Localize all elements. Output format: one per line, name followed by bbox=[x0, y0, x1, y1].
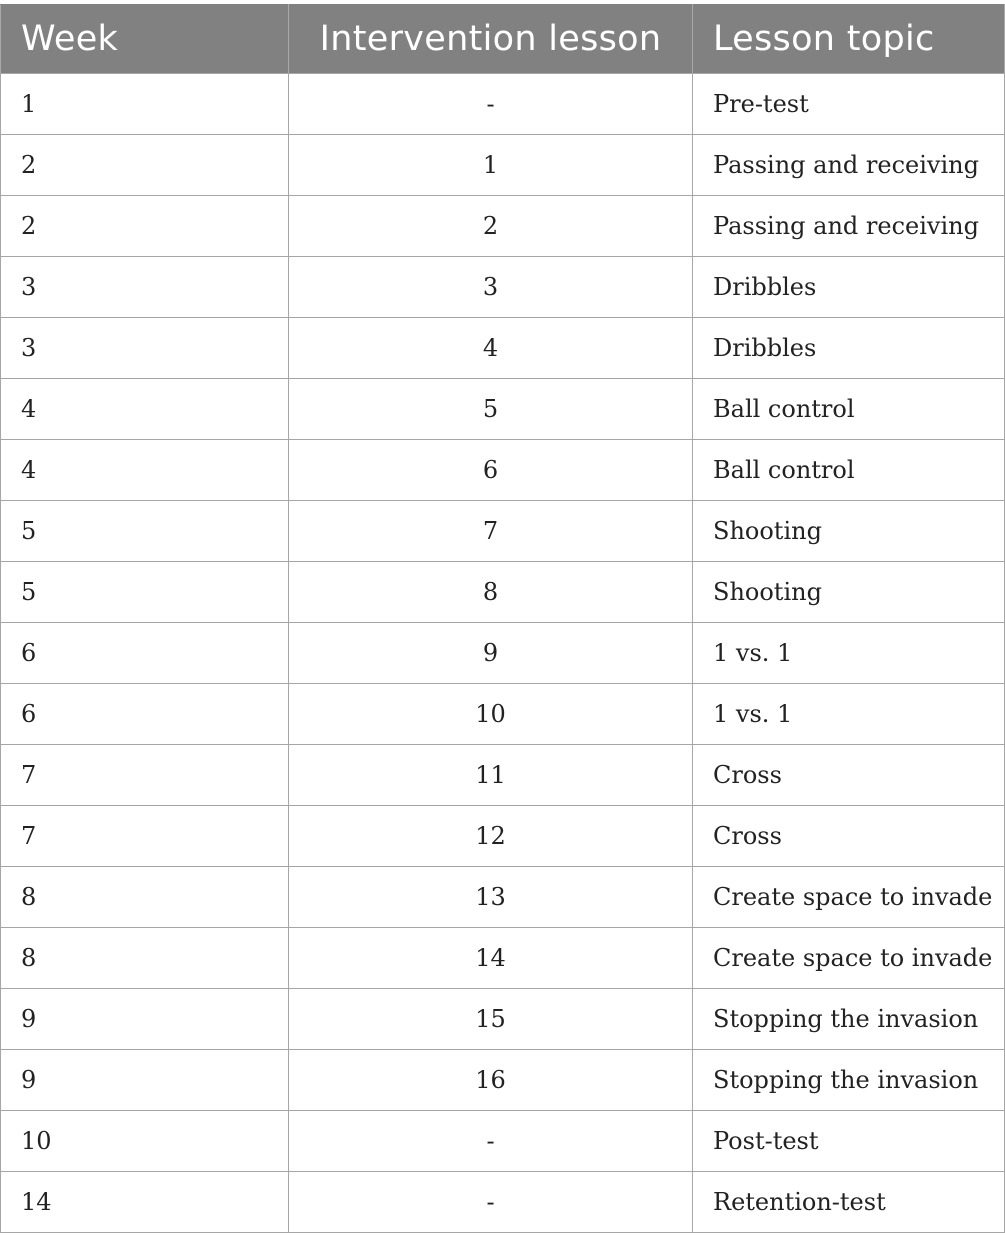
cell-intervention-lesson: - bbox=[289, 1111, 693, 1172]
cell-intervention-lesson: 15 bbox=[289, 989, 693, 1050]
cell-lesson-topic: 1 vs. 1 bbox=[693, 623, 1005, 684]
cell-week: 9 bbox=[1, 989, 289, 1050]
table-row bbox=[1, 623, 1005, 684]
cell-intervention-lesson: 11 bbox=[289, 745, 693, 806]
header-week: Week bbox=[1, 5, 289, 74]
cell-intervention-lesson: 14 bbox=[289, 928, 693, 989]
table-row bbox=[1, 440, 1005, 501]
cell-week: 6 bbox=[1, 623, 289, 684]
cell-intervention-lesson: 10 bbox=[289, 684, 693, 745]
cell-lesson-topic: Cross bbox=[693, 745, 1005, 806]
cell-intervention-lesson: 8 bbox=[289, 562, 693, 623]
table-row bbox=[1, 745, 1005, 806]
cell-intervention-lesson: 1 bbox=[289, 135, 693, 196]
cell-lesson-topic: Retention-test bbox=[693, 1172, 1005, 1233]
table-row bbox=[1, 1111, 1005, 1172]
cell-lesson-topic: Ball control bbox=[693, 379, 1005, 440]
cell-week: 1 bbox=[1, 74, 289, 135]
cell-lesson-topic: Cross bbox=[693, 806, 1005, 867]
cell-week: 9 bbox=[1, 1050, 289, 1111]
cell-lesson-topic: Create space to invade bbox=[693, 928, 1005, 989]
table-row bbox=[1, 684, 1005, 745]
header-lesson-topic: Lesson topic bbox=[693, 5, 1005, 74]
cell-lesson-topic: 1 vs. 1 bbox=[693, 684, 1005, 745]
cell-lesson-topic: Post-test bbox=[693, 1111, 1005, 1172]
cell-intervention-lesson: 9 bbox=[289, 623, 693, 684]
cell-week: 2 bbox=[1, 196, 289, 257]
table-row bbox=[1, 135, 1005, 196]
cell-lesson-topic: Dribbles bbox=[693, 257, 1005, 318]
cell-intervention-lesson: 7 bbox=[289, 501, 693, 562]
cell-lesson-topic: Create space to invade bbox=[693, 867, 1005, 928]
cell-week: 4 bbox=[1, 379, 289, 440]
cell-lesson-topic: Ball control bbox=[693, 440, 1005, 501]
cell-intervention-lesson: 3 bbox=[289, 257, 693, 318]
cell-week: 7 bbox=[1, 806, 289, 867]
table-row bbox=[1, 1172, 1005, 1233]
cell-week: 3 bbox=[1, 257, 289, 318]
cell-week: 5 bbox=[1, 562, 289, 623]
cell-week: 14 bbox=[1, 1172, 289, 1233]
cell-week: 7 bbox=[1, 745, 289, 806]
cell-lesson-topic: Pre-test bbox=[693, 74, 1005, 135]
cell-week: 8 bbox=[1, 867, 289, 928]
cell-intervention-lesson: 13 bbox=[289, 867, 693, 928]
cell-intervention-lesson: 6 bbox=[289, 440, 693, 501]
cell-intervention-lesson: - bbox=[289, 1172, 693, 1233]
cell-week: 5 bbox=[1, 501, 289, 562]
cell-lesson-topic: Passing and receiving bbox=[693, 196, 1005, 257]
table-row bbox=[1, 562, 1005, 623]
cell-week: 4 bbox=[1, 440, 289, 501]
cell-lesson-topic: Passing and receiving bbox=[693, 135, 1005, 196]
cell-intervention-lesson: 2 bbox=[289, 196, 693, 257]
cell-intervention-lesson: 4 bbox=[289, 318, 693, 379]
table-row bbox=[1, 1050, 1005, 1111]
cell-week: 10 bbox=[1, 1111, 289, 1172]
table-row bbox=[1, 867, 1005, 928]
cell-lesson-topic: Stopping the invasion bbox=[693, 1050, 1005, 1111]
table-row bbox=[1, 989, 1005, 1050]
cell-intervention-lesson: 12 bbox=[289, 806, 693, 867]
cell-lesson-topic: Shooting bbox=[693, 501, 1005, 562]
table-row bbox=[1, 257, 1005, 318]
table-row bbox=[1, 501, 1005, 562]
cell-week: 2 bbox=[1, 135, 289, 196]
lesson-schedule-table bbox=[0, 4, 1005, 1233]
cell-lesson-topic: Stopping the invasion bbox=[693, 989, 1005, 1050]
table-row bbox=[1, 74, 1005, 135]
table-row bbox=[1, 379, 1005, 440]
header-intervention-lesson: Intervention lesson bbox=[289, 5, 693, 74]
cell-week: 8 bbox=[1, 928, 289, 989]
cell-week: 6 bbox=[1, 684, 289, 745]
table-header bbox=[1, 5, 1005, 74]
table-row bbox=[1, 928, 1005, 989]
table-row bbox=[1, 806, 1005, 867]
cell-intervention-lesson: - bbox=[289, 74, 693, 135]
table-body bbox=[1, 74, 1005, 1233]
header-row bbox=[1, 5, 1005, 74]
table-row bbox=[1, 318, 1005, 379]
table-row bbox=[1, 196, 1005, 257]
cell-lesson-topic: Shooting bbox=[693, 562, 1005, 623]
cell-lesson-topic: Dribbles bbox=[693, 318, 1005, 379]
cell-intervention-lesson: 16 bbox=[289, 1050, 693, 1111]
cell-intervention-lesson: 5 bbox=[289, 379, 693, 440]
cell-week: 3 bbox=[1, 318, 289, 379]
